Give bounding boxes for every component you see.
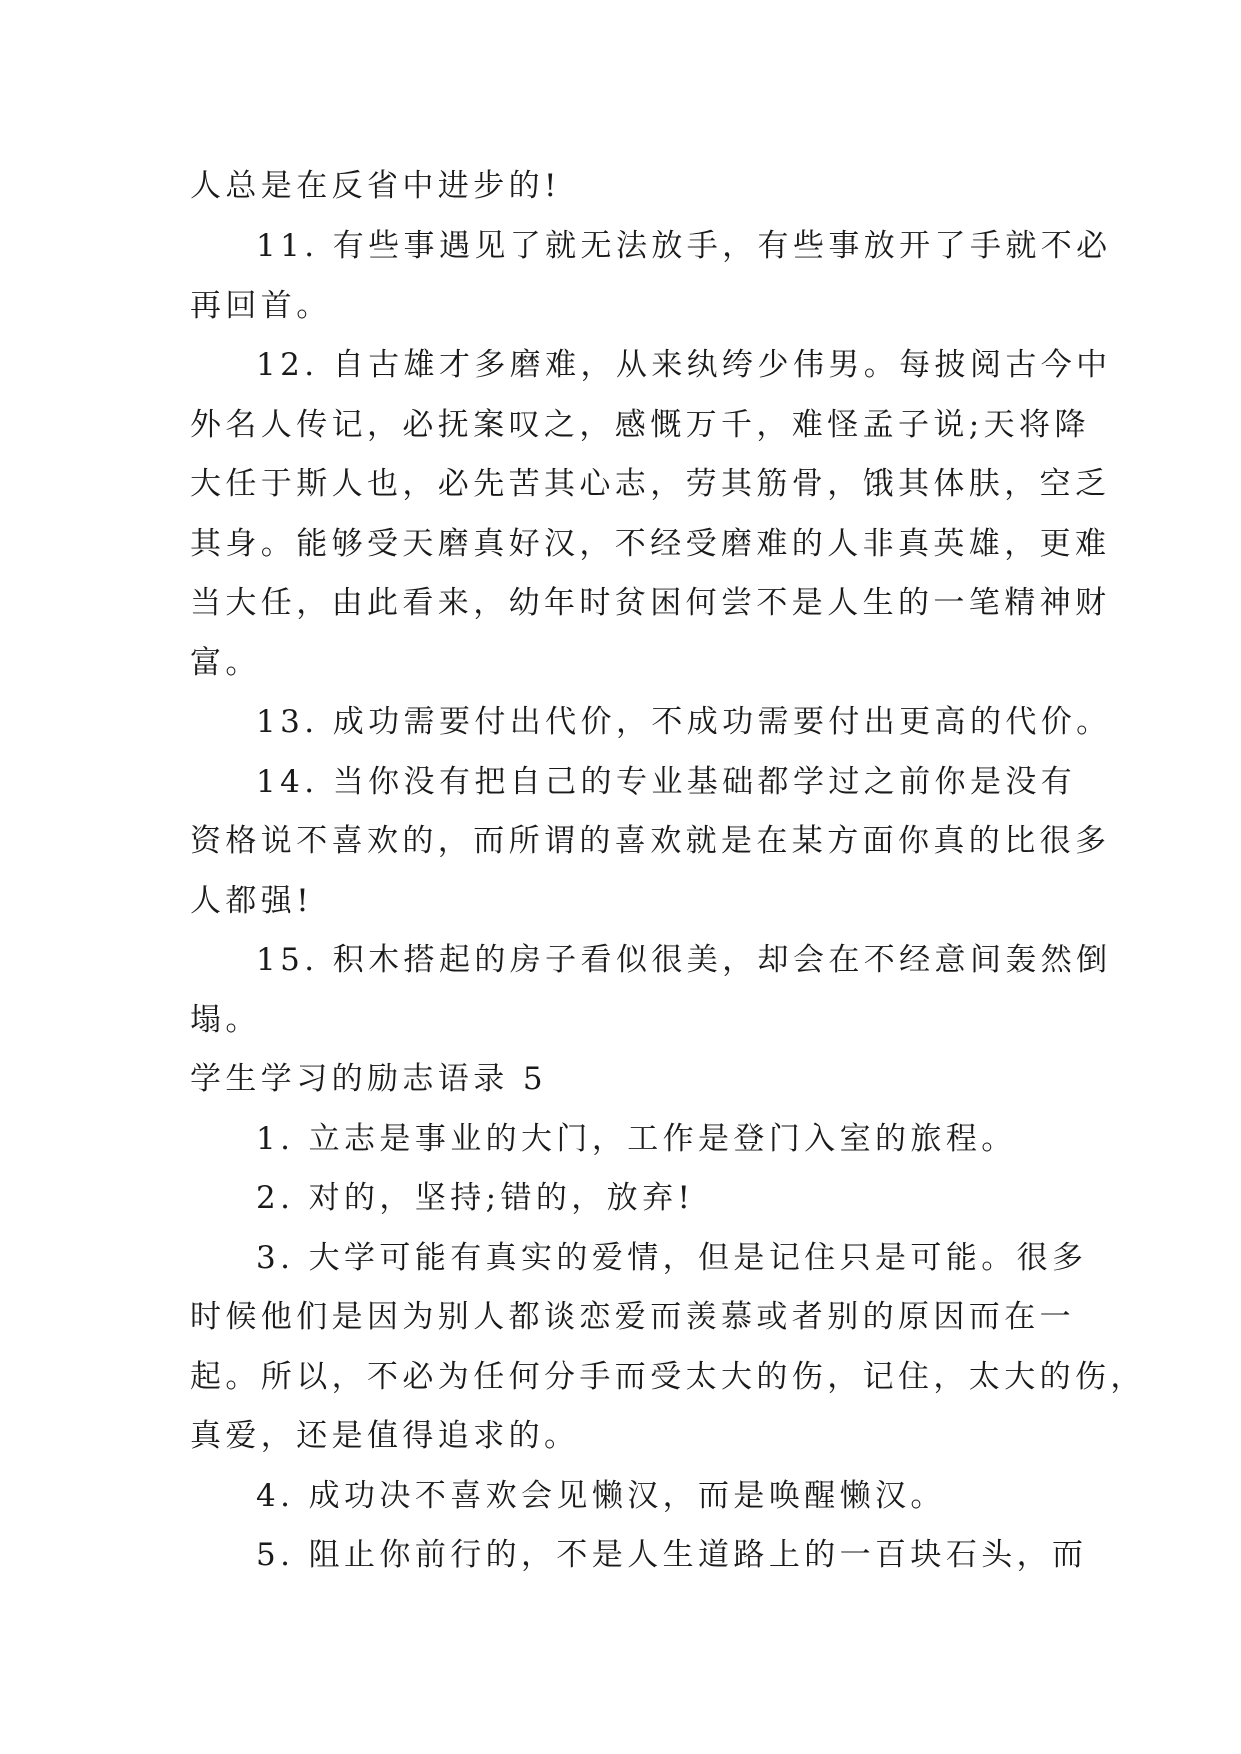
- text-line: 3. 大学可能有真实的爱情，但是记住只是可能。很多: [256, 1240, 1088, 1276]
- text-line: 11. 有些事遇见了就无法放手，有些事放开了手就不必: [256, 228, 1112, 264]
- text-line: 外名人传记，必抚案叹之，感慨万千，难怪孟子说;天将降: [190, 407, 1090, 443]
- text-line: 起。所以，不必为任何分手而受太大的伤，记住，太大的伤，: [190, 1359, 1146, 1395]
- text-line: 1. 立志是事业的大门，工作是登门入室的旅程。: [256, 1121, 1017, 1157]
- text-line: 5. 阻止你前行的，不是人生道路上的一百块石头，而: [256, 1537, 1088, 1573]
- text-line: 人都强!: [190, 883, 314, 919]
- text-line: 15. 积木搭起的房子看似很美，却会在不经意间轰然倒: [256, 942, 1112, 978]
- text-line: 富。: [190, 645, 261, 681]
- text-line: 14. 当你没有把自己的专业基础都学过之前你是没有: [256, 764, 1077, 800]
- text-line: 塌。: [190, 1002, 261, 1038]
- text-line: 资格说不喜欢的，而所谓的喜欢就是在某方面你真的比很多: [190, 823, 1111, 859]
- text-line: 大任于斯人也，必先苦其心志，劳其筋骨，饿其体肤，空乏: [190, 466, 1111, 502]
- section-heading: 学生学习的励志语录 5: [190, 1061, 547, 1097]
- text-line: 真爱，还是值得追求的。: [190, 1418, 580, 1454]
- text-line: 2. 对的，坚持;错的，放弃!: [256, 1180, 695, 1216]
- text-line: 再回首。: [190, 288, 332, 324]
- text-line: 13. 成功需要付出代价，不成功需要付出更高的代价。: [256, 704, 1112, 740]
- text-line: 当大任，由此看来，幼年时贫困何尝不是人生的一笔精神财: [190, 585, 1111, 621]
- text-line: 12. 自古雄才多磨难，从来纨绔少伟男。每披阅古今中: [256, 347, 1112, 383]
- text-line: 人总是在反省中进步的!: [190, 168, 561, 204]
- text-line: 时候他们是因为别人都谈恋爱而羡慕或者别的原因而在一: [190, 1299, 1075, 1335]
- text-line: 4. 成功决不喜欢会见懒汉，而是唤醒懒汉。: [256, 1478, 946, 1514]
- text-line: 其身。能够受天磨真好汉，不经受磨难的人非真英雄，更难: [190, 526, 1111, 562]
